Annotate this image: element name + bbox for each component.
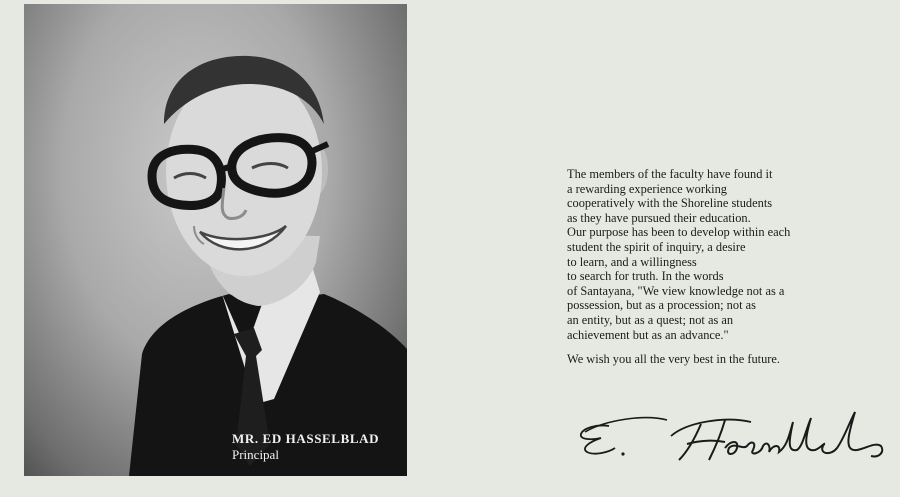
portrait-illustration <box>24 4 407 476</box>
principal-name: MR. ED HASSELBLAD <box>232 431 380 446</box>
message-line: of Santayana, "We view knowledge not as a <box>567 283 785 298</box>
message-line: The members of the faculty have found it <box>567 167 773 181</box>
message-line: as they have pursued their education. <box>567 210 751 225</box>
handwritten-signature <box>575 400 893 470</box>
message-line: cooperatively with the Shoreline students <box>567 196 773 211</box>
message-line: an entity, but as a quest; not as an <box>567 312 734 327</box>
message-line: a rewarding experience working <box>567 181 727 196</box>
principal-message <box>567 167 887 342</box>
message-line: to search for truth. In the words <box>567 269 724 284</box>
portrait-caption <box>232 431 379 463</box>
message-line: to learn, and a willingness <box>567 254 697 269</box>
message-line: student the spirit of inquiry, a desire <box>567 239 746 254</box>
principal-title: Principal <box>232 447 279 462</box>
principal-portrait <box>24 4 407 476</box>
closing-line: We wish you all the very best in the future. <box>567 352 781 366</box>
message-line: possession, but as a procession; not as <box>567 298 756 313</box>
message-line: Our purpose has been to develop within each <box>567 225 791 240</box>
message-line: achievement but as an advance." <box>567 327 729 342</box>
